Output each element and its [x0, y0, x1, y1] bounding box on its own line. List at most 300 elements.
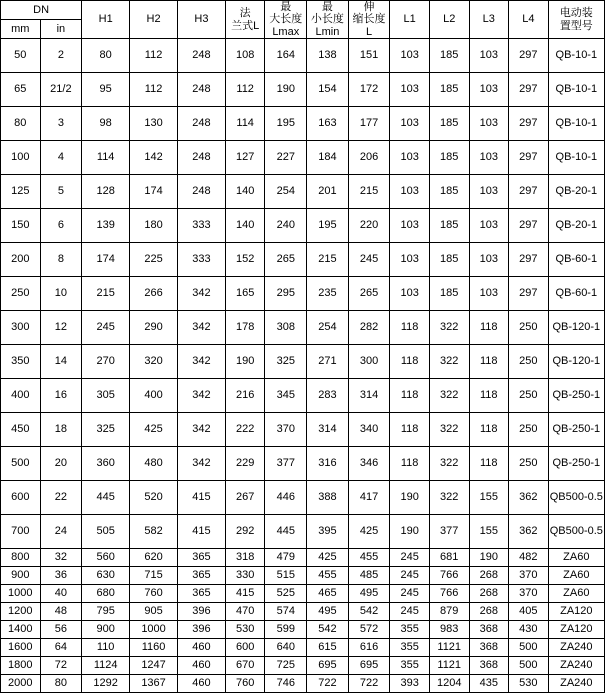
cell-dn-mm: 400	[1, 379, 41, 413]
cell-lmax: 640	[265, 639, 307, 657]
cell-dn-in: 24	[40, 515, 82, 549]
cell-l2: 377	[429, 515, 469, 549]
cell-lmin: 283	[307, 379, 349, 413]
cell-l3: 103	[469, 107, 509, 141]
cell-h1: 360	[82, 447, 130, 481]
cell-dn-mm: 1800	[1, 657, 41, 675]
cell-l: 300	[348, 345, 390, 379]
cell-l: 542	[348, 603, 390, 621]
cell-l3: 118	[469, 447, 509, 481]
cell-lmin: 695	[307, 657, 349, 675]
cell-l3: 268	[469, 603, 509, 621]
cell-h2: 142	[130, 141, 178, 175]
cell-l2: 185	[429, 209, 469, 243]
cell-lmin: 316	[307, 447, 349, 481]
cell-lmin: 138	[307, 39, 349, 73]
cell-l: 245	[348, 243, 390, 277]
table-header	[1, 1, 605, 39]
header-lmax-line1: 最	[280, 1, 292, 14]
cell-flange-l: 229	[225, 447, 265, 481]
cell-l3: 155	[469, 481, 509, 515]
cell-lmax: 240	[265, 209, 307, 243]
cell-l1: 118	[390, 379, 430, 413]
cell-lmin: 201	[307, 175, 349, 209]
cell-l4: 297	[509, 141, 549, 175]
cell-lmax: 377	[265, 447, 307, 481]
table-row	[1, 311, 605, 345]
header-l2: L2	[429, 1, 469, 39]
cell-h2: 112	[130, 39, 178, 73]
cell-l2: 322	[429, 345, 469, 379]
cell-dn-in: 10	[40, 277, 82, 311]
header-model-line2: 置型号	[559, 19, 593, 32]
table-row	[1, 639, 605, 657]
cell-l: 265	[348, 277, 390, 311]
cell-l2: 185	[429, 107, 469, 141]
cell-h1: 110	[82, 639, 130, 657]
header-dn-in: in	[40, 20, 82, 39]
cell-lmin: 495	[307, 603, 349, 621]
cell-h3: 342	[178, 379, 226, 413]
cell-actuator-model: ZA60	[548, 567, 604, 585]
cell-h2: 1367	[130, 675, 178, 693]
cell-l4: 370	[509, 585, 549, 603]
header-lmax	[265, 1, 307, 39]
cell-l4: 370	[509, 567, 549, 585]
cell-flange-l: 152	[225, 243, 265, 277]
cell-lmax: 308	[265, 311, 307, 345]
cell-flange-l: 140	[225, 209, 265, 243]
cell-l4: 500	[509, 657, 549, 675]
cell-l2: 766	[429, 585, 469, 603]
cell-lmin: 425	[307, 549, 349, 567]
cell-h1: 270	[82, 345, 130, 379]
cell-h1: 445	[82, 481, 130, 515]
cell-h1: 505	[82, 515, 130, 549]
cell-actuator-model: QB-20-1	[548, 209, 604, 243]
cell-l2: 185	[429, 39, 469, 73]
cell-dn-in: 12	[40, 311, 82, 345]
cell-l: 172	[348, 73, 390, 107]
table-row	[1, 107, 605, 141]
header-lmin-line1: 最	[321, 1, 333, 14]
cell-h2: 1000	[130, 621, 178, 639]
table-row	[1, 243, 605, 277]
header-l-line1: 伸	[363, 1, 375, 14]
cell-actuator-model: ZA60	[548, 549, 604, 567]
cell-l3: 368	[469, 621, 509, 639]
cell-l4: 297	[509, 277, 549, 311]
table-row	[1, 413, 605, 447]
cell-l4: 297	[509, 107, 549, 141]
cell-flange-l: 140	[225, 175, 265, 209]
cell-actuator-model: QB-250-1	[548, 447, 604, 481]
cell-h3: 415	[178, 515, 226, 549]
cell-h3: 460	[178, 657, 226, 675]
table-row	[1, 657, 605, 675]
cell-h2: 174	[130, 175, 178, 209]
cell-dn-mm: 350	[1, 345, 41, 379]
cell-h3: 365	[178, 585, 226, 603]
cell-actuator-model: QB-250-1	[548, 379, 604, 413]
cell-lmax: 345	[265, 379, 307, 413]
cell-l2: 983	[429, 621, 469, 639]
cell-flange-l: 415	[225, 585, 265, 603]
cell-lmin: 163	[307, 107, 349, 141]
cell-h2: 130	[130, 107, 178, 141]
cell-lmax: 164	[265, 39, 307, 73]
cell-lmin: 184	[307, 141, 349, 175]
header-model-line1: 电动装	[559, 7, 593, 20]
cell-h2: 112	[130, 73, 178, 107]
cell-h2: 1247	[130, 657, 178, 675]
cell-l: 572	[348, 621, 390, 639]
cell-h2: 760	[130, 585, 178, 603]
cell-actuator-model: ZA240	[548, 639, 604, 657]
header-lmin	[307, 1, 349, 39]
header-h2: H2	[130, 1, 178, 39]
cell-h3: 248	[178, 39, 226, 73]
cell-h3: 342	[178, 345, 226, 379]
cell-h1: 245	[82, 311, 130, 345]
cell-l4: 362	[509, 515, 549, 549]
cell-dn-in: 8	[40, 243, 82, 277]
table-row	[1, 447, 605, 481]
cell-l1: 190	[390, 515, 430, 549]
cell-l3: 118	[469, 379, 509, 413]
cell-h1: 560	[82, 549, 130, 567]
cell-h3: 396	[178, 603, 226, 621]
cell-l: 485	[348, 567, 390, 585]
cell-flange-l: 178	[225, 311, 265, 345]
cell-l1: 245	[390, 567, 430, 585]
cell-h2: 320	[130, 345, 178, 379]
cell-flange-l: 530	[225, 621, 265, 639]
cell-lmax: 725	[265, 657, 307, 675]
cell-h3: 248	[178, 175, 226, 209]
cell-dn-in: 36	[40, 567, 82, 585]
cell-dn-in: 2	[40, 39, 82, 73]
cell-l: 495	[348, 585, 390, 603]
header-h1: H1	[82, 1, 130, 39]
cell-dn-mm: 600	[1, 481, 41, 515]
cell-h2: 266	[130, 277, 178, 311]
cell-l1: 118	[390, 447, 430, 481]
cell-actuator-model: QB500-0.5	[548, 481, 604, 515]
cell-l4: 250	[509, 345, 549, 379]
cell-l: 695	[348, 657, 390, 675]
cell-l4: 405	[509, 603, 549, 621]
cell-l1: 103	[390, 39, 430, 73]
table-row	[1, 73, 605, 107]
cell-l4: 297	[509, 209, 549, 243]
cell-h3: 460	[178, 675, 226, 693]
cell-l4: 500	[509, 639, 549, 657]
table-row	[1, 277, 605, 311]
cell-dn-mm: 150	[1, 209, 41, 243]
cell-dn-in: 80	[40, 675, 82, 693]
cell-l1: 103	[390, 141, 430, 175]
cell-l3: 103	[469, 73, 509, 107]
cell-l2: 1121	[429, 639, 469, 657]
cell-flange-l: 108	[225, 39, 265, 73]
cell-dn-in: 4	[40, 141, 82, 175]
cell-dn-mm: 700	[1, 515, 41, 549]
cell-dn-in: 32	[40, 549, 82, 567]
cell-dn-in: 20	[40, 447, 82, 481]
cell-lmin: 542	[307, 621, 349, 639]
table-row	[1, 141, 605, 175]
cell-l3: 118	[469, 311, 509, 345]
cell-h3: 342	[178, 413, 226, 447]
cell-l2: 322	[429, 447, 469, 481]
cell-l1: 103	[390, 243, 430, 277]
cell-dn-mm: 65	[1, 73, 41, 107]
cell-dn-mm: 450	[1, 413, 41, 447]
cell-l: 151	[348, 39, 390, 73]
cell-h2: 582	[130, 515, 178, 549]
cell-l: 314	[348, 379, 390, 413]
cell-l1: 103	[390, 107, 430, 141]
cell-h3: 248	[178, 141, 226, 175]
cell-flange-l: 330	[225, 567, 265, 585]
cell-h2: 520	[130, 481, 178, 515]
cell-l2: 322	[429, 481, 469, 515]
cell-dn-mm: 500	[1, 447, 41, 481]
cell-l2: 1121	[429, 657, 469, 675]
cell-l2: 766	[429, 567, 469, 585]
cell-l4: 530	[509, 675, 549, 693]
cell-lmax: 599	[265, 621, 307, 639]
header-l1: L1	[390, 1, 430, 39]
table-row	[1, 379, 605, 413]
cell-l3: 435	[469, 675, 509, 693]
header-h3: H3	[178, 1, 226, 39]
cell-l1: 355	[390, 657, 430, 675]
cell-dn-mm: 50	[1, 39, 41, 73]
table-row	[1, 209, 605, 243]
cell-l3: 155	[469, 515, 509, 549]
cell-l3: 103	[469, 175, 509, 209]
cell-dn-in: 16	[40, 379, 82, 413]
cell-l1: 118	[390, 345, 430, 379]
cell-l3: 368	[469, 657, 509, 675]
cell-l4: 362	[509, 481, 549, 515]
cell-l2: 185	[429, 243, 469, 277]
cell-dn-mm: 1400	[1, 621, 41, 639]
cell-lmax: 254	[265, 175, 307, 209]
cell-dn-mm: 100	[1, 141, 41, 175]
cell-h1: 630	[82, 567, 130, 585]
cell-l: 206	[348, 141, 390, 175]
cell-l: 177	[348, 107, 390, 141]
cell-l1: 103	[390, 175, 430, 209]
cell-l3: 268	[469, 567, 509, 585]
cell-flange-l: 600	[225, 639, 265, 657]
cell-l1: 355	[390, 621, 430, 639]
cell-lmin: 615	[307, 639, 349, 657]
cell-lmin: 254	[307, 311, 349, 345]
cell-flange-l: 470	[225, 603, 265, 621]
cell-h3: 365	[178, 567, 226, 585]
cell-dn-mm: 200	[1, 243, 41, 277]
cell-flange-l: 760	[225, 675, 265, 693]
cell-h2: 180	[130, 209, 178, 243]
header-lmin-line2: 小长度	[310, 13, 344, 26]
cell-l: 425	[348, 515, 390, 549]
cell-h1: 80	[82, 39, 130, 73]
table-row	[1, 515, 605, 549]
cell-h3: 342	[178, 277, 226, 311]
cell-h2: 400	[130, 379, 178, 413]
cell-l3: 103	[469, 277, 509, 311]
header-l-line2: 缩长度	[352, 13, 386, 26]
cell-l4: 297	[509, 39, 549, 73]
cell-h1: 305	[82, 379, 130, 413]
cell-dn-in: 72	[40, 657, 82, 675]
cell-l1: 118	[390, 311, 430, 345]
cell-actuator-model: ZA120	[548, 621, 604, 639]
table-row	[1, 175, 605, 209]
cell-dn-in: 40	[40, 585, 82, 603]
header-dn-group: DN	[1, 1, 82, 20]
cell-dn-mm: 900	[1, 567, 41, 585]
cell-flange-l: 190	[225, 345, 265, 379]
cell-l2: 681	[429, 549, 469, 567]
table-row	[1, 39, 605, 73]
cell-l2: 185	[429, 73, 469, 107]
cell-dn-in: 5	[40, 175, 82, 209]
cell-l1: 393	[390, 675, 430, 693]
cell-h2: 620	[130, 549, 178, 567]
cell-lmax: 445	[265, 515, 307, 549]
cell-lmax: 479	[265, 549, 307, 567]
cell-actuator-model: ZA120	[548, 603, 604, 621]
cell-lmax: 190	[265, 73, 307, 107]
cell-dn-in: 6	[40, 209, 82, 243]
cell-lmax: 370	[265, 413, 307, 447]
cell-l1: 190	[390, 481, 430, 515]
table-row	[1, 481, 605, 515]
cell-flange-l: 127	[225, 141, 265, 175]
cell-l3: 118	[469, 413, 509, 447]
cell-actuator-model: QB-60-1	[548, 277, 604, 311]
cell-lmax: 265	[265, 243, 307, 277]
cell-h2: 225	[130, 243, 178, 277]
cell-lmax: 525	[265, 585, 307, 603]
cell-lmax: 446	[265, 481, 307, 515]
cell-lmin: 455	[307, 567, 349, 585]
cell-actuator-model: QB-10-1	[548, 39, 604, 73]
cell-l3: 103	[469, 141, 509, 175]
cell-l: 455	[348, 549, 390, 567]
cell-lmax: 325	[265, 345, 307, 379]
header-l3: L3	[469, 1, 509, 39]
cell-l4: 297	[509, 73, 549, 107]
cell-l2: 185	[429, 175, 469, 209]
cell-dn-in: 14	[40, 345, 82, 379]
cell-l4: 250	[509, 311, 549, 345]
cell-dn-mm: 80	[1, 107, 41, 141]
cell-l: 417	[348, 481, 390, 515]
cell-actuator-model: QB-10-1	[548, 73, 604, 107]
cell-l1: 103	[390, 209, 430, 243]
header-actuator-model	[548, 1, 604, 39]
header-dn-mm: mm	[1, 20, 41, 39]
cell-h2: 1160	[130, 639, 178, 657]
cell-dn-in: 64	[40, 639, 82, 657]
cell-l: 340	[348, 413, 390, 447]
cell-h3: 396	[178, 621, 226, 639]
cell-h1: 139	[82, 209, 130, 243]
table-row	[1, 621, 605, 639]
cell-h1: 795	[82, 603, 130, 621]
cell-flange-l: 165	[225, 277, 265, 311]
cell-l3: 190	[469, 549, 509, 567]
cell-h1: 680	[82, 585, 130, 603]
table-row	[1, 675, 605, 693]
cell-l: 220	[348, 209, 390, 243]
cell-actuator-model: QB-10-1	[548, 141, 604, 175]
cell-l4: 250	[509, 379, 549, 413]
cell-h3: 248	[178, 107, 226, 141]
cell-l3: 118	[469, 345, 509, 379]
cell-l2: 185	[429, 277, 469, 311]
cell-h2: 905	[130, 603, 178, 621]
cell-h2: 480	[130, 447, 178, 481]
cell-l4: 482	[509, 549, 549, 567]
cell-lmax: 515	[265, 567, 307, 585]
cell-h2: 290	[130, 311, 178, 345]
header-lmin-line3: Lmin	[315, 25, 340, 38]
cell-h1: 215	[82, 277, 130, 311]
cell-dn-mm: 250	[1, 277, 41, 311]
cell-dn-in: 21/2	[40, 73, 82, 107]
table-row	[1, 345, 605, 379]
cell-dn-mm: 125	[1, 175, 41, 209]
cell-h3: 365	[178, 549, 226, 567]
cell-dn-mm: 1600	[1, 639, 41, 657]
cell-lmin: 154	[307, 73, 349, 107]
cell-lmin: 722	[307, 675, 349, 693]
cell-lmin: 388	[307, 481, 349, 515]
cell-l4: 250	[509, 413, 549, 447]
cell-dn-mm: 1200	[1, 603, 41, 621]
cell-l3: 103	[469, 209, 509, 243]
cell-l3: 368	[469, 639, 509, 657]
cell-l3: 268	[469, 585, 509, 603]
cell-l2: 322	[429, 413, 469, 447]
cell-l1: 245	[390, 603, 430, 621]
cell-flange-l: 112	[225, 73, 265, 107]
cell-h3: 342	[178, 311, 226, 345]
cell-l3: 103	[469, 39, 509, 73]
cell-l4: 250	[509, 447, 549, 481]
cell-h2: 715	[130, 567, 178, 585]
cell-lmax: 746	[265, 675, 307, 693]
cell-actuator-model: QB-20-1	[548, 175, 604, 209]
cell-lmax: 227	[265, 141, 307, 175]
cell-h3: 415	[178, 481, 226, 515]
cell-actuator-model: QB-250-1	[548, 413, 604, 447]
header-l-line3: L	[365, 25, 373, 38]
table-row	[1, 549, 605, 567]
cell-l4: 430	[509, 621, 549, 639]
cell-actuator-model: QB-60-1	[548, 243, 604, 277]
cell-l1: 245	[390, 549, 430, 567]
cell-h1: 114	[82, 141, 130, 175]
cell-h3: 460	[178, 639, 226, 657]
